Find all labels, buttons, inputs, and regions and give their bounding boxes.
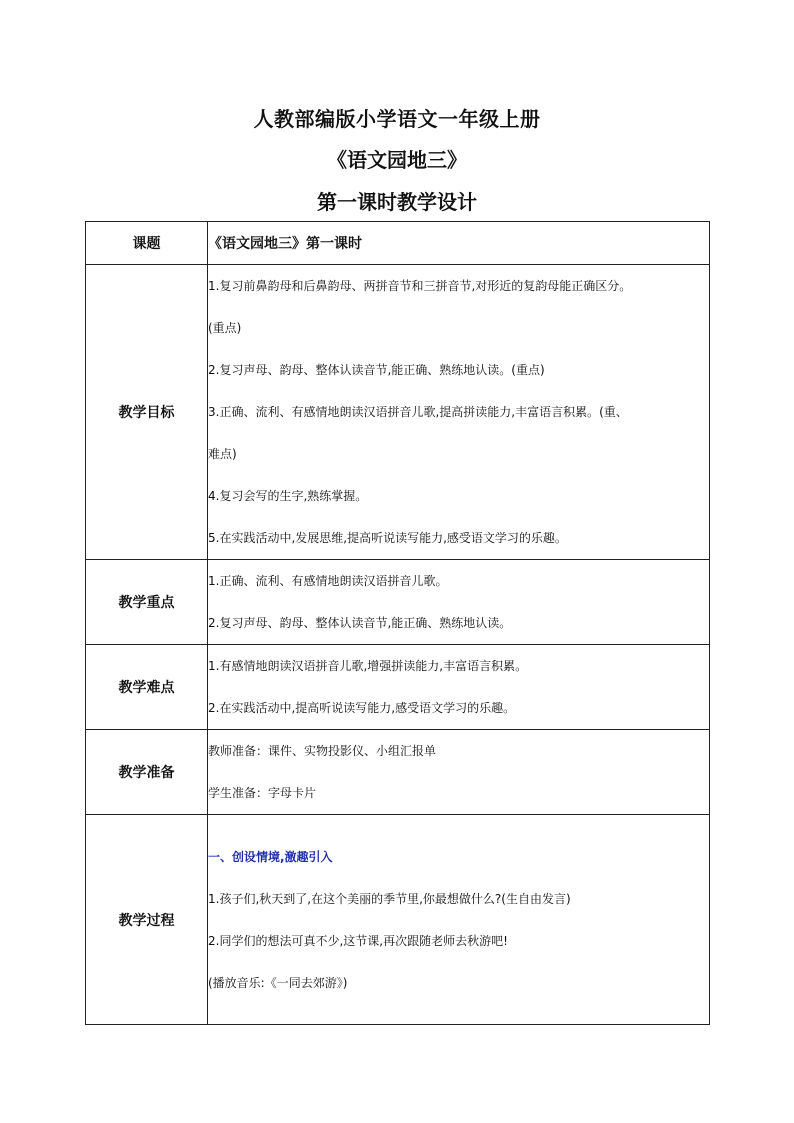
document-title: 人教部编版小学语文一年级上册 — [253, 107, 541, 131]
lesson-title: 《语文园地三》 — [327, 148, 467, 172]
process-label: 教学过程 — [86, 815, 208, 1025]
difficulties-label: 教学难点 — [86, 645, 208, 730]
goal-line: 5.在实践活动中,发展思维,提高听说读写能力,感受语文学习的乐趣。 — [208, 531, 567, 545]
key-point-line: 2.复习声母、韵母、整体认读音节,能正确、熟练地认读。 — [208, 616, 512, 630]
key-point-line: 1.正确、流利、有感情地朗读汉语拼音儿歌。 — [208, 574, 448, 588]
difficulty-line: 2.在实践活动中,提高听说读写能力,感受语文学习的乐趣。 — [208, 701, 516, 715]
preparation-label: 教学准备 — [86, 730, 208, 815]
topic-value: 《语文园地三》第一课时 — [208, 222, 710, 265]
preparation-line: 教师准备：课件、实物投影仪、小组汇报单 — [208, 744, 437, 758]
table-row-process — [86, 815, 710, 1025]
goals-content — [208, 265, 710, 560]
table-row-difficulties — [86, 645, 710, 730]
goal-line: 难点) — [208, 447, 237, 461]
table-row-topic — [86, 222, 710, 265]
design-title: 第一课时教学设计 — [317, 190, 477, 214]
goal-line: (重点) — [208, 321, 242, 335]
process-content — [208, 815, 710, 1025]
goals-label: 教学目标 — [86, 265, 208, 560]
preparation-line: 学生准备：字母卡片 — [208, 786, 317, 800]
difficulties-content — [208, 645, 710, 730]
process-line: (播放音乐:《一同去郊游》) — [208, 975, 348, 990]
process-line: 1.孩子们,秋天到了,在这个美丽的季节里,你最想做什么?(生自由发言) — [208, 891, 571, 906]
key-points-label: 教学重点 — [86, 560, 208, 645]
preparation-content — [208, 730, 710, 815]
goal-line: 1.复习前鼻韵母和后鼻韵母、两拼音节和三拼音节,对形近的复韵母能正确区分。 — [208, 279, 632, 293]
process-section-title: 一、创设情境,激趣引入 — [208, 849, 333, 864]
topic-label: 课题 — [86, 222, 208, 265]
table-row-preparation — [86, 730, 710, 815]
goal-line: 2.复习声母、韵母、整体认读音节,能正确、熟练地认读。(重点) — [208, 363, 545, 377]
table-row-key-points — [86, 560, 710, 645]
table-row-goals — [86, 265, 710, 560]
goal-line: 4.复习会写的生字,熟练掌握。 — [208, 489, 368, 503]
process-line: 2.同学们的想法可真不少,这节课,再次跟随老师去秋游吧! — [208, 933, 508, 948]
goal-line: 3.正确、流利、有感情地朗读汉语拼音儿歌,提高拼读能力,丰富语言积累。(重、 — [208, 405, 628, 419]
difficulty-line: 1.有感情地朗读汉语拼音儿歌,增强拼读能力,丰富语言积累。 — [208, 659, 528, 673]
lesson-plan-table — [85, 221, 710, 1025]
key-points-content — [208, 560, 710, 645]
